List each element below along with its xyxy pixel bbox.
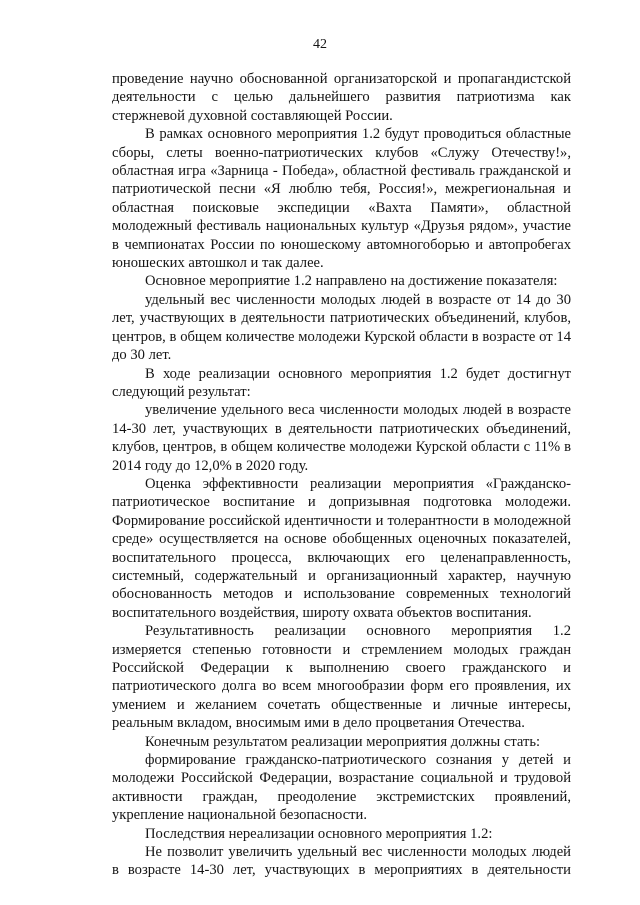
- paragraph: Не позволит увеличить удельный вес численности молодых людей в возрасте 14-30 лет, участвующих в мероприятиях в деятельности: [112, 844, 571, 879]
- paragraph: Последствия нереализации основного мероприятия 1.2:: [145, 825, 493, 842]
- paragraph: Результативность реализации основного мероприятия 1.2 измеряется степенью готовности и стремлением молодых граждан Российской Федерации к выполнению своего гражданского и патриотического долга во всем многообразии форм его проявления, их умением и желанием сочетать общественные и личные интересы, реальным вкладом, вносимым ими в дело процветания Отечества.: [112, 623, 571, 732]
- paragraph: В рамках основного мероприятия 1.2 будут проводиться областные сборы, слеты военно-патриотических клубов «Служу Отечеству!», областная игра «Зарница - Победа», областной фестиваль гражданской и патриотической песни «Я люблю тебя, Россия!», межрегиональная и областная поисковые экспедиции «Вахта Памяти», областной молодежный фестиваль национальных культур «Друзья рядом», участие в чемпионатах России по юношескому автомногоборью и автопробегах юношеских автошкол и так далее.: [112, 126, 571, 272]
- page-number: 42: [313, 37, 327, 52]
- paragraph: Основное мероприятие 1.2 направлено на достижение показателя:: [145, 273, 558, 290]
- paragraph: Конечным результатом реализации мероприятия должны стать:: [145, 733, 541, 750]
- paragraph: удельный вес численности молодых людей в возрасте от 14 до 30 лет, участвующих в деятельности патриотических объединений, клубов, центров, в общем количестве молодежи Курской области в возрасте от 14 до 30 лет.: [112, 291, 571, 364]
- paragraph: проведение научно обоснованной организаторской и пропагандистской деятельности с целью дальнейшего развития патриотизма как стержневой духовной составляющей России.: [112, 71, 571, 124]
- paragraph: В ходе реализации основного мероприятия 1.2 будет достигнут следующий результат:: [112, 365, 571, 400]
- body-text: [112, 70, 571, 880]
- paragraph: Оценка эффективности реализации мероприятия «Гражданско-патриотическое воспитание и допризывная подготовка молодежи. Формирование российской идентичности и толерантности в молодежной среде» осуществляется на основе обобщенных оценочных показателей, воспитательного процесса, включающих его целенаправленность, системный, содержательный и организационный характер, научную обоснованность методов и использование современных технологий воспитательного воздействия, широту охвата объектов воспитания.: [112, 475, 571, 621]
- paragraph: увеличение удельного веса численности молодых людей в возрасте 14-30 лет, участвующих в деятельности патриотических объединений, клубов, центров, в общем количестве молодежи Курской области с 11% в 2014 году до 12,0% в 2020 году.: [112, 402, 571, 474]
- paragraph: формирование гражданско-патриотического сознания у детей и молодежи Российской Федерации, возрастание социальной и трудовой активности граждан, преодоление экстремистских проявлений, укрепление национальной безопасности.: [112, 752, 571, 824]
